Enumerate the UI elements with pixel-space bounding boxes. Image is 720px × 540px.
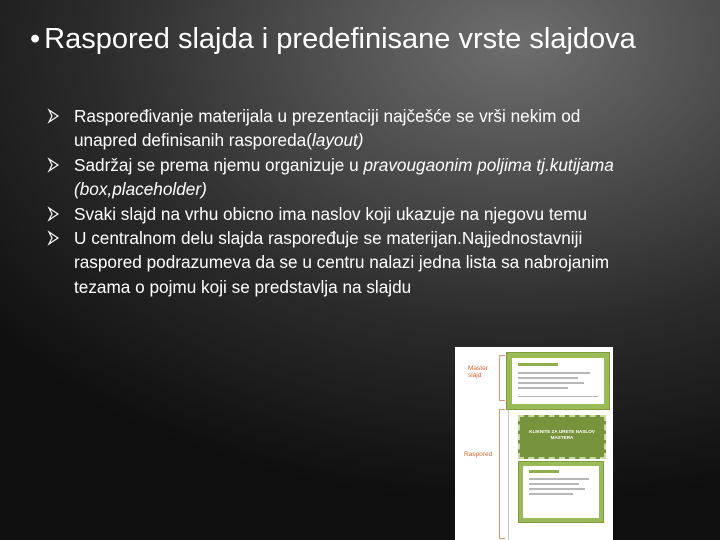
arrow-bullet-icon [46, 203, 62, 225]
bullet-list [46, 104, 646, 299]
bullet-item [46, 202, 646, 226]
layout-bracket [499, 409, 505, 539]
master-slide-thumbnail [506, 352, 610, 410]
slide-title [30, 20, 680, 58]
layout-text-line [529, 493, 573, 495]
layout-title-line [529, 470, 559, 473]
arrow-bullet-icon [46, 227, 62, 249]
master-text-line [518, 382, 584, 384]
master-slide-content [512, 358, 604, 404]
layout-slide-thumbnail-2 [518, 461, 604, 523]
bullet-text: Svaki slajd na vrhu obicno ima naslov koji ukazuje na njegovu temu [74, 203, 588, 224]
bullet-item [46, 104, 646, 153]
master-text-line [518, 372, 590, 374]
slide-layout-thumbnail [455, 347, 613, 540]
bullet-item [46, 226, 646, 299]
thumbnail-connector-line [508, 409, 509, 540]
bullet-italic-text: layout) [311, 130, 364, 151]
master-slide-label: Master slajd [468, 365, 488, 379]
slide-title-text: Raspored slajda i predefinisane vrste slajdova [44, 23, 636, 55]
master-text-line [518, 377, 578, 379]
bullet-text: Sadržaj se prema njemu organizuje u [74, 154, 364, 175]
layout-text-line [529, 483, 579, 485]
bullet-text: U centralnom delu slajda raspoređuje se materijan.Najjednostavniji raspored podrazumeva da se u centru nalazi jedna lista sa nabrojanim tezama o pojmu koji se predstavlja na slajdu [74, 228, 610, 297]
layout-box-text: KLIKNITE ZA URETE NASLOV MASTERA [529, 429, 595, 440]
layout-text-line [529, 488, 585, 490]
bullet-text: Raspoređivanje materijala u prezentaciji najčešće se vrši nekim od unapred definisanih rasporeda( [74, 106, 581, 151]
layout-text-line [529, 478, 589, 480]
title-bullet: • [30, 23, 41, 55]
master-title-line [518, 363, 558, 366]
layout-label: Raspored [464, 451, 493, 458]
master-text-line [518, 387, 568, 389]
master-footer-line [518, 396, 598, 397]
master-bracket [499, 355, 505, 401]
bullet-italic-text: pravougaonim poljima tj.kutijama (box,placeholder) [74, 154, 614, 200]
layout-slide-content [523, 466, 599, 518]
bullet-item [46, 153, 646, 202]
layout-slide-thumbnail [518, 415, 606, 459]
arrow-bullet-icon [46, 105, 62, 127]
arrow-bullet-icon [46, 154, 62, 176]
